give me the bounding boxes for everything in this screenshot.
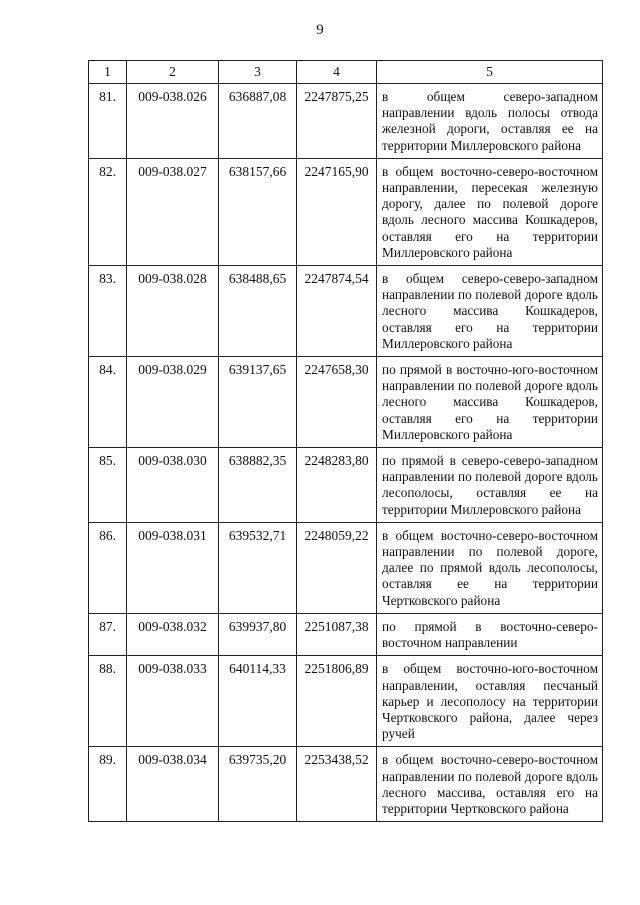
boundary-description: по прямой в восточно-северо-восточном направлении — [377, 613, 603, 655]
point-code: 009-038.031 — [127, 522, 219, 613]
table-row — [89, 747, 603, 822]
coordinate-y: 2247874,54 — [297, 266, 377, 357]
table-row — [89, 357, 603, 448]
point-code: 009-038.027 — [127, 158, 219, 265]
coordinate-x: 639137,65 — [219, 357, 297, 448]
row-number: 81. — [89, 84, 127, 159]
table-row — [89, 656, 603, 747]
coordinate-y: 2247875,25 — [297, 84, 377, 159]
table-row — [89, 266, 603, 357]
row-number: 89. — [89, 747, 127, 822]
coordinate-x: 636887,08 — [219, 84, 297, 159]
coordinate-y: 2248059,22 — [297, 522, 377, 613]
coordinate-x: 638488,65 — [219, 266, 297, 357]
point-code: 009-038.034 — [127, 747, 219, 822]
coordinate-y: 2247658,30 — [297, 357, 377, 448]
row-number: 84. — [89, 357, 127, 448]
point-code: 009-038.032 — [127, 613, 219, 655]
point-code: 009-038.030 — [127, 448, 219, 523]
boundary-description: в общем северо-западном направлении вдоль полосы отвода железной дороги, оставляя ее на территории Миллеровского района — [377, 84, 603, 159]
coordinate-x: 639937,80 — [219, 613, 297, 655]
coordinate-y: 2248283,80 — [297, 448, 377, 523]
point-code: 009-038.033 — [127, 656, 219, 747]
table-header-row — [89, 61, 603, 84]
boundary-description: в общем северо-северо-западном направлении по полевой дороге вдоль лесного массива Кошкадеров, оставляя его на территории Миллеровского района — [377, 266, 603, 357]
row-number: 82. — [89, 158, 127, 265]
coordinate-y: 2253438,52 — [297, 747, 377, 822]
coordinate-y: 2247165,90 — [297, 158, 377, 265]
table-row — [89, 158, 603, 265]
coordinate-x: 638157,66 — [219, 158, 297, 265]
header-col-4: 4 — [297, 61, 377, 84]
row-number: 86. — [89, 522, 127, 613]
coordinate-y: 2251087,38 — [297, 613, 377, 655]
coordinate-x: 639735,20 — [219, 747, 297, 822]
boundary-description: по прямой в восточно-юго-восточном направлении по полевой дороге вдоль лесного массива Кошкадеров, оставляя его на территории Миллеровского района — [377, 357, 603, 448]
boundary-points-table — [88, 60, 603, 822]
boundary-description: в общем восточно-юго-восточном направлении, оставляя песчаный карьер и лесополосу на территории Чертковского района, далее через ручей — [377, 656, 603, 747]
row-number: 83. — [89, 266, 127, 357]
point-code: 009-038.029 — [127, 357, 219, 448]
page-number: 9 — [316, 22, 324, 38]
row-number: 87. — [89, 613, 127, 655]
header-col-1: 1 — [89, 61, 127, 84]
boundary-description: в общем восточно-северо-восточном направлении по полевой дороге, далее по прямой вдоль лесополосы, оставляя ее на территории Чертковского района — [377, 522, 603, 613]
header-col-5: 5 — [377, 61, 603, 84]
boundary-description: в общем восточно-северо-восточном направлении по полевой дороге вдоль лесного массива, оставляя его на территории Чертковского района — [377, 747, 603, 822]
coordinate-x: 640114,33 — [219, 656, 297, 747]
coordinate-x: 639532,71 — [219, 522, 297, 613]
table-row — [89, 84, 603, 159]
table-row — [89, 522, 603, 613]
table-row — [89, 448, 603, 523]
point-code: 009-038.028 — [127, 266, 219, 357]
table-row — [89, 613, 603, 655]
row-number: 85. — [89, 448, 127, 523]
coordinate-y: 2251806,89 — [297, 656, 377, 747]
header-col-3: 3 — [219, 61, 297, 84]
header-col-2: 2 — [127, 61, 219, 84]
coordinate-x: 638882,35 — [219, 448, 297, 523]
row-number: 88. — [89, 656, 127, 747]
boundary-description: по прямой в северо-северо-западном направлении по полевой дороге вдоль лесополосы, оставляя ее на территории Миллеровского района — [377, 448, 603, 523]
point-code: 009-038.026 — [127, 84, 219, 159]
boundary-description: в общем восточно-северо-восточном направлении, пересекая железную дорогу, далее по полевой дороге вдоль лесного массива Кошкадеров, оставляя его на территории Миллеровского района — [377, 158, 603, 265]
